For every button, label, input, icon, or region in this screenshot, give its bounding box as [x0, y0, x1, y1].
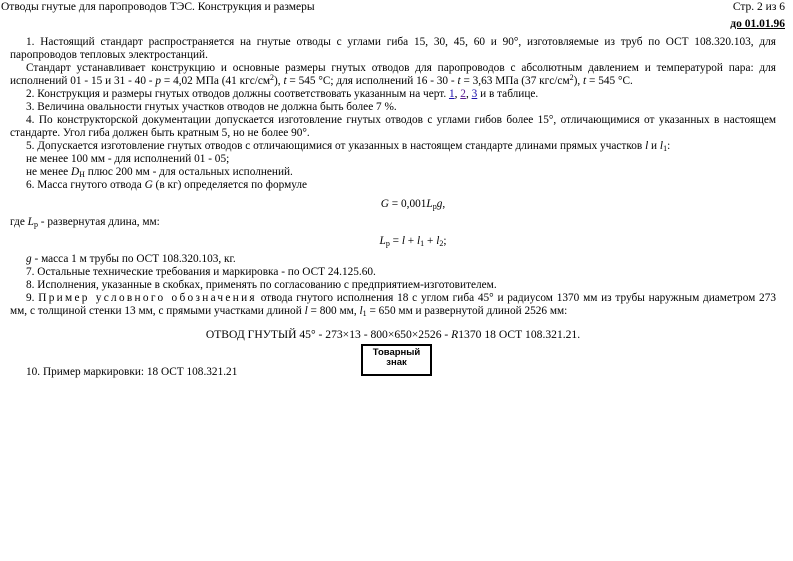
paragraph-1: 1. Настоящий стандарт распространяется на гнутые отводы с углами гиба 15, 30, 45, 60 и 90°, изготовляемые из труб по ОСТ 108.320.103, для паропроводов тепловых электростанций.: [10, 36, 776, 61]
paragraph-14: 9. Пример условного обозначения отвода гнутого исполнения 18 с углом гиба 45° и радиусом 1370 мм из трубы наружным диаметром 273 мм, с толщиной стенки 13 мм, с прямыми участками длиной l = 800 мм, $l_1 = 650$ мм и развернутой длиной 2526 мм:: [10, 292, 776, 318]
paragraph-7: не менее 100 мм - для исполнений 01 - 05;: [26, 153, 230, 165]
designation-example: ОТВОД ГНУТЫЙ 45° - 273×13 - 800×650×2526 - R1370 18 ОСТ 108.321.21.: [205, 328, 581, 341]
paragraph-6: 5. Допускается изготовление гнутых отводов с отличающимися от указанных в настоящем стандарте длинами прямых участков l и $l_1$:: [26, 140, 671, 153]
paragraph-5: 4. По конструкторской документации допускается изготовление гнутых отводов с углами гибов более 15°, отличающимися от указанных в настоящем стандарте. Угол гиба должен быть кратным 5, но не более 90°.: [10, 114, 776, 139]
trademark-box: Товарный знак: [361, 344, 432, 376]
paragraph-12: 7. Остальные технические требования и маркировка - по ОСТ 24.125.60.: [26, 266, 376, 278]
document-title: Отводы гнутые для паропроводов ТЭС. Конструкция и размеры: [1, 1, 315, 13]
validity-date: до 01.01.96: [730, 18, 785, 30]
marking-example-row: [10, 345, 776, 379]
mass-formula: $G = 0,001L_pg$,: [380, 198, 446, 211]
paragraph-13: 8. Исполнения, указанные в скобках, применять по согласованию с предприятием-изготовителем.: [26, 279, 497, 291]
drawing-link-3[interactable]: 3: [471, 88, 478, 100]
paragraph-2: Стандарт устанавливает конструкцию и основные размеры гнутых отводов для паропроводов с абсолютным давлением и температурой пара: для исполнений 01 - 15 и 31 - 40 - p = 4,02 МПа (41 кгс/$см^2$), t = 545 °С; для исполнений 16 - 30 - t = 3,63 МПа (37 кгс/$см^2$), t = 545 °С.: [10, 62, 776, 87]
paragraph-10: где $L_p$ - развернутая длина, мм:: [10, 216, 160, 229]
paragraph-9: 6. Масса гнутого отвода G (в кг) определяется по формуле: [26, 179, 308, 191]
paragraph-4: 3. Величина овальности гнутых участков отводов не должна быть более 7 %.: [26, 101, 397, 113]
drawing-link-2[interactable]: 2: [460, 88, 466, 100]
paragraph-15: 10. Пример маркировки: 18 ОСТ 108.321.21: [26, 366, 238, 378]
paragraph-11: g - масса 1 м трубы по ОСТ 108.320.103, кг.: [26, 253, 236, 265]
length-formula: $L_p = l + l_1 + l_2$;: [379, 235, 447, 248]
page-indicator: Стр. 2 из 6: [732, 1, 785, 13]
drawing-link-1[interactable]: 1: [448, 88, 455, 100]
paragraph-3: 2. Конструкция и размеры гнутых отводов должны соответствовать указанным на черт. 1, 2, 3 и в таблице.: [26, 88, 539, 100]
paragraph-8: не менее $D_H$ плюс 200 мм - для остальных исполнений.: [26, 166, 293, 179]
document-body: [10, 36, 776, 379]
